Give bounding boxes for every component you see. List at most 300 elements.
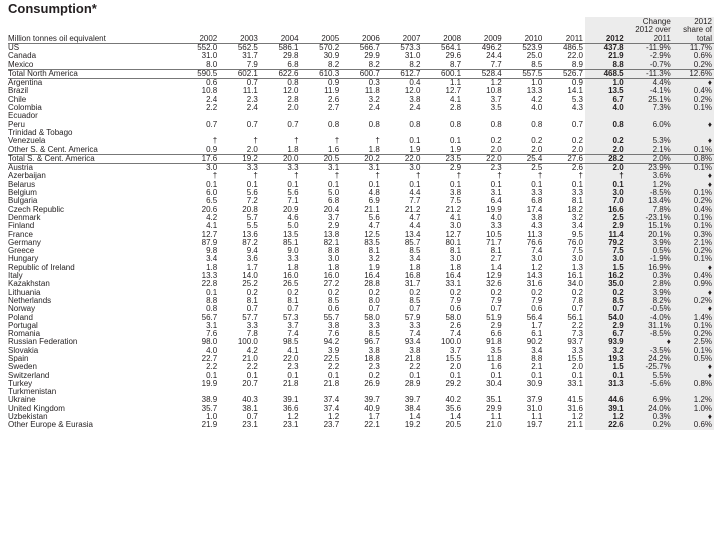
- value-cell: 0.9: [571, 78, 583, 88]
- value-cell: 1.9: [449, 145, 462, 154]
- value-cell: 0.2: [449, 288, 462, 297]
- value-cell: [179, 112, 220, 120]
- country-cell: Norway: [8, 305, 36, 314]
- change-cell: 3.6%: [626, 172, 673, 180]
- value-cell: 0.7: [368, 305, 380, 314]
- value-cell: 31.6: [526, 280, 543, 289]
- change-cell: ♦: [626, 338, 673, 346]
- value-cell: 8.5: [409, 296, 421, 305]
- value-cell: 8.2: [409, 60, 421, 69]
- value-cell-2012: 0.8: [585, 121, 626, 129]
- value-cell: 8.5: [368, 330, 380, 339]
- table-row: [8, 52, 714, 60]
- value-cell: 38.9: [201, 396, 218, 405]
- value-cell: 38.4: [404, 404, 421, 413]
- value-cell: 20.5: [301, 154, 342, 163]
- value-cell: 4.1: [206, 222, 218, 231]
- value-cell: 3.2: [368, 255, 380, 264]
- value-cell: 91.8: [486, 338, 502, 347]
- change-cell: 16.9%: [626, 264, 673, 272]
- value-cell: [422, 388, 463, 396]
- value-cell: 1.8: [368, 145, 380, 154]
- value-cell: 0.9: [206, 145, 218, 154]
- consumption-table: [8, 17, 714, 430]
- value-cell-2012: 19.3: [585, 355, 626, 363]
- table-row: [8, 96, 714, 104]
- value-cell: 57.3: [282, 313, 299, 322]
- value-cell: 3.8: [368, 346, 380, 355]
- value-cell: 2.0: [246, 145, 258, 154]
- value-cell: 0.8: [409, 120, 421, 129]
- value-cell: 564.1: [441, 43, 462, 52]
- share-cell: 0.2%: [673, 297, 714, 305]
- value-cell: 4.3: [531, 222, 543, 231]
- value-cell: 3.0: [328, 255, 340, 264]
- table-row: [8, 164, 714, 173]
- value-cell: 22.5: [323, 354, 340, 363]
- value-cell: 2.0: [571, 145, 583, 154]
- year-header: 2006: [341, 17, 382, 44]
- value-cell: 0.8: [490, 120, 502, 129]
- country-cell: Czech Republic: [8, 205, 65, 214]
- value-cell: 0.1: [287, 371, 299, 380]
- value-cell: 8.1: [368, 247, 380, 256]
- value-cell-2012: 2.9: [585, 222, 626, 230]
- value-cell: 0.1: [287, 180, 299, 189]
- value-cell: 39.7: [404, 396, 421, 405]
- value-cell-2012: 2.5: [585, 214, 626, 222]
- value-cell: 4.7: [368, 222, 380, 231]
- table-row: [8, 355, 714, 363]
- value-cell: 11.1: [242, 87, 258, 96]
- value-cell: 3.8: [449, 189, 462, 198]
- value-cell: 21.1: [567, 421, 583, 430]
- table-row: [8, 181, 714, 189]
- value-cell: 20.5: [445, 421, 462, 430]
- value-cell: 1.7: [531, 321, 543, 330]
- value-cell: 85.1: [282, 238, 299, 247]
- value-cell: 3.3: [368, 321, 380, 330]
- table-row: [8, 129, 714, 137]
- country-cell: Republic of Ireland: [8, 263, 75, 272]
- value-cell: 3.9: [328, 346, 340, 355]
- value-cell: 602.1: [219, 69, 260, 78]
- value-cell: 3.3: [571, 346, 583, 355]
- value-cell: 9.8: [206, 247, 218, 256]
- value-cell-2012: 1.5: [585, 363, 626, 371]
- value-cell: 0.1: [449, 137, 462, 146]
- value-cell-2012: 0.7: [585, 305, 626, 313]
- value-cell: 0.7: [287, 120, 299, 129]
- table-row: [8, 363, 714, 371]
- value-cell: 76.0: [567, 238, 583, 247]
- value-cell: 21.8: [323, 379, 340, 388]
- value-cell: 13.4: [404, 230, 421, 239]
- value-cell: [179, 129, 220, 137]
- value-cell-2012: 35.0: [585, 280, 626, 288]
- year-header: 2008: [422, 17, 463, 44]
- table-row: [8, 104, 714, 112]
- value-cell: 3.0: [206, 163, 218, 173]
- total-row: [8, 69, 714, 78]
- value-cell: 586.1: [278, 43, 299, 52]
- value-cell: 0.1: [571, 180, 583, 189]
- value-cell: 51.9: [486, 313, 502, 322]
- value-cell: 2.4: [206, 95, 218, 104]
- value-cell: 1.8: [287, 263, 299, 272]
- value-cell: †: [456, 172, 462, 181]
- value-cell: 496.2: [481, 43, 502, 52]
- value-cell: 4.2: [206, 213, 218, 222]
- value-cell: 8.8: [531, 354, 543, 363]
- change-cell: -23.1%: [626, 214, 673, 222]
- value-cell: 0.2: [490, 288, 502, 297]
- value-cell: [260, 112, 301, 120]
- value-cell: [219, 388, 260, 396]
- value-cell: 8.5: [409, 247, 421, 256]
- value-cell: 21.0: [486, 421, 502, 430]
- value-cell: 0.1: [449, 180, 462, 189]
- value-cell: 21.0: [242, 354, 258, 363]
- share-cell: [673, 388, 714, 396]
- value-cell: 2.0: [490, 145, 502, 154]
- value-cell: 16.0: [323, 272, 340, 281]
- value-cell: [463, 129, 504, 137]
- value-cell: 7.4: [531, 247, 543, 256]
- value-cell: [463, 388, 504, 396]
- value-cell: 2.4: [368, 104, 380, 113]
- year-header-2012: 2012: [585, 17, 626, 44]
- value-cell: 15.5: [445, 354, 462, 363]
- value-cell: †: [334, 172, 340, 181]
- value-cell: 600.1: [422, 69, 463, 78]
- change-cell: -2.9%: [626, 52, 673, 60]
- change-cell: 20.1%: [626, 231, 673, 239]
- value-cell-2012: 0.1: [585, 181, 626, 189]
- value-cell: 11.8: [364, 87, 380, 96]
- value-cell: 2.2: [206, 363, 218, 372]
- value-cell: 14.3: [526, 272, 543, 281]
- table-row: [8, 272, 714, 280]
- table-row: [8, 314, 714, 322]
- table-row: [8, 264, 714, 272]
- value-cell: 90.2: [526, 338, 543, 347]
- value-cell: [301, 129, 342, 137]
- value-cell-2012: 1.2: [585, 413, 626, 421]
- value-cell-2012: 54.0: [585, 314, 626, 322]
- value-cell: 2.8: [449, 104, 462, 113]
- value-cell: 17.6: [179, 154, 220, 163]
- table-row: [8, 189, 714, 197]
- value-cell: 3.0: [449, 255, 462, 264]
- value-cell: 8.0: [206, 60, 218, 69]
- value-cell: 58.0: [364, 313, 380, 322]
- value-cell: 0.7: [571, 120, 583, 129]
- value-cell: 31.7: [404, 280, 421, 289]
- value-cell: 93.7: [567, 338, 583, 347]
- value-cell: 8.1: [490, 247, 502, 256]
- value-cell: †: [537, 172, 543, 181]
- value-cell: 1.0: [206, 413, 218, 422]
- value-cell: 3.8: [409, 346, 421, 355]
- value-cell-2012: [585, 112, 626, 120]
- value-cell: 2.7: [328, 104, 340, 113]
- value-cell: †: [212, 172, 218, 181]
- country-cell: US: [8, 43, 20, 52]
- value-cell: 4.2: [531, 95, 543, 104]
- change-cell: -11.3%: [626, 69, 673, 78]
- value-cell: 612.7: [382, 69, 423, 78]
- value-cell: 590.5: [179, 69, 220, 78]
- value-cell: 20.0: [260, 154, 301, 163]
- value-cell: 0.1: [449, 371, 462, 380]
- value-cell: 22.0: [282, 354, 299, 363]
- share-cell: 0.6%: [673, 52, 714, 60]
- change-cell: -0.7%: [626, 61, 673, 70]
- value-cell: 557.5: [504, 69, 545, 78]
- value-cell: †: [578, 172, 583, 181]
- value-cell: 7.9: [449, 296, 462, 305]
- country-cell: Peru: [8, 120, 25, 129]
- value-cell-2012: 13.5: [585, 87, 626, 95]
- value-cell: 3.0: [531, 255, 543, 264]
- value-cell: 2.3: [246, 95, 258, 104]
- value-cell: 4.4: [409, 189, 421, 198]
- table-row: [8, 338, 714, 346]
- value-cell: 13.8: [323, 230, 340, 239]
- country-cell: Sweden: [8, 363, 37, 372]
- table-row: [8, 172, 714, 180]
- value-cell: 19.2: [404, 421, 421, 430]
- value-cell: 23.7: [323, 421, 340, 430]
- value-cell: 28.9: [404, 379, 421, 388]
- value-cell: 0.4: [409, 78, 421, 88]
- value-cell: 4.8: [368, 189, 380, 198]
- country-cell: Trinidad & Tobago: [8, 128, 73, 137]
- share-cell: [673, 129, 714, 137]
- share-cell: 2.1%: [673, 239, 714, 247]
- value-cell: 5.7: [246, 213, 258, 222]
- share-cell: ♦: [673, 121, 714, 129]
- share-cell: ♦: [673, 372, 714, 380]
- value-cell: 26.9: [364, 379, 380, 388]
- change-cell: 0.3%: [626, 272, 673, 280]
- value-cell: 12.0: [282, 87, 299, 96]
- value-cell: 3.5: [490, 104, 502, 113]
- country-cell: United Kingdom: [8, 404, 65, 413]
- value-cell: 1.7: [246, 263, 258, 272]
- value-cell: 13.6: [242, 230, 258, 239]
- value-cell: 4.7: [409, 213, 421, 222]
- value-cell-2012: 22.6: [585, 421, 626, 429]
- value-cell: 1.2: [490, 78, 502, 88]
- country-cell: Austria: [8, 163, 33, 173]
- share-cell: 1.2%: [673, 396, 714, 404]
- value-cell-2012: 0.2: [585, 137, 626, 145]
- table-row: [8, 112, 714, 120]
- country-cell: Germany: [8, 238, 41, 247]
- value-cell: 58.0: [445, 313, 462, 322]
- value-cell: 21.8: [282, 379, 299, 388]
- country-cell: Netherlands: [8, 296, 52, 305]
- value-cell: 0.1: [246, 180, 258, 189]
- value-cell: 6.8: [531, 197, 543, 206]
- value-cell: [382, 129, 423, 137]
- table-row: [8, 239, 714, 247]
- value-cell: 0.7: [571, 305, 583, 314]
- change-cell: 3.9%: [626, 239, 673, 247]
- value-cell: 6.1: [531, 330, 543, 339]
- value-cell: 1.9: [409, 145, 421, 154]
- value-cell: 36.6: [282, 404, 299, 413]
- year-header: 2002: [179, 17, 220, 44]
- value-cell: 0.8: [368, 120, 380, 129]
- table-row: [8, 322, 714, 330]
- value-cell: 552.0: [197, 43, 218, 52]
- value-cell: 566.7: [359, 43, 380, 52]
- country-cell: Kazakhstan: [8, 280, 50, 289]
- value-cell: 18.8: [364, 354, 380, 363]
- year-header: 2003: [219, 17, 260, 44]
- value-cell: 7.6: [206, 330, 218, 339]
- share-cell: 0.2%: [673, 247, 714, 255]
- value-cell: 4.1: [287, 346, 299, 355]
- country-cell: Ecuador: [8, 112, 38, 121]
- change-cell: 0.2%: [626, 421, 673, 429]
- table-row: [8, 305, 714, 313]
- table-row: [8, 137, 714, 145]
- value-cell: 29.8: [282, 52, 299, 61]
- value-cell: 0.1: [531, 371, 543, 380]
- value-cell: 570.2: [319, 43, 340, 52]
- table-row: [8, 388, 714, 396]
- table-row: [8, 214, 714, 222]
- value-cell: 2.4: [246, 104, 258, 113]
- value-cell: 21.2: [445, 205, 462, 214]
- year-header: 2011: [544, 17, 585, 44]
- change-cell: 1.2%: [626, 181, 673, 189]
- value-cell: 3.7: [287, 321, 299, 330]
- country-cell: Turkmenistan: [8, 388, 57, 397]
- value-cell: 1.8: [287, 145, 299, 154]
- value-cell: 2.5: [531, 163, 543, 173]
- value-cell: 1.8: [328, 263, 340, 272]
- value-cell: 1.2: [287, 413, 299, 422]
- value-cell: †: [253, 137, 258, 146]
- change-cell: -11.9%: [626, 44, 673, 53]
- value-cell-2012: 21.9: [585, 52, 626, 60]
- value-cell: 0.7: [206, 120, 218, 129]
- value-cell: 7.5: [449, 197, 462, 206]
- value-cell: 2.2: [571, 321, 583, 330]
- change-cell: 24.2%: [626, 355, 673, 363]
- value-cell: [219, 129, 260, 137]
- value-cell: 19.9: [486, 205, 502, 214]
- change-cell: 23.9%: [626, 164, 673, 173]
- value-cell: 20.6: [201, 205, 218, 214]
- value-cell: 57.7: [242, 313, 258, 322]
- value-cell: 8.1: [246, 296, 258, 305]
- value-cell: 7.7: [490, 60, 502, 69]
- value-cell: 0.2: [246, 288, 258, 297]
- value-cell: 13.3: [201, 272, 218, 281]
- value-cell: 3.3: [531, 189, 543, 198]
- value-cell: 22.7: [201, 354, 218, 363]
- change-cell: 13.4%: [626, 197, 673, 205]
- value-cell: 1.6: [490, 363, 502, 372]
- value-cell: 0.2: [531, 288, 543, 297]
- value-cell: [341, 388, 382, 396]
- value-cell: 2.9: [490, 321, 502, 330]
- value-cell: 1.6: [328, 145, 340, 154]
- value-cell: 5.6: [287, 189, 299, 198]
- share-cell: ♦: [673, 363, 714, 371]
- change-cell: [626, 112, 673, 120]
- table-row: [8, 347, 714, 355]
- value-cell: 3.3: [246, 163, 258, 173]
- value-cell: [422, 129, 463, 137]
- value-cell: [301, 388, 342, 396]
- change-cell: -4.1%: [626, 87, 673, 95]
- value-cell: 8.1: [571, 197, 583, 206]
- value-cell: 2.6: [571, 163, 583, 173]
- country-cell: Venezuela: [8, 137, 46, 146]
- value-cell: 4.4: [409, 222, 421, 231]
- value-cell: 0.1: [490, 371, 502, 380]
- value-cell: 3.1: [368, 163, 380, 173]
- change-cell: 6.0%: [626, 121, 673, 129]
- value-cell: 1.2: [571, 413, 583, 422]
- change-cell: 15.1%: [626, 222, 673, 230]
- value-cell: 7.2: [246, 197, 258, 206]
- year-header: 2009: [463, 17, 504, 44]
- value-cell: 5.0: [328, 189, 340, 198]
- share-cell: [673, 112, 714, 120]
- value-cell: 12.0: [404, 87, 421, 96]
- change-cell: 5.3%: [626, 137, 673, 145]
- value-cell: [260, 129, 301, 137]
- value-cell: 1.4: [449, 413, 462, 422]
- total-row: [8, 154, 714, 163]
- value-cell-2012: 8.5: [585, 297, 626, 305]
- value-cell: 8.1: [449, 247, 462, 256]
- value-cell: [301, 112, 342, 120]
- value-cell: 7.4: [287, 330, 299, 339]
- value-cell: 20.4: [323, 205, 340, 214]
- value-cell: [219, 112, 260, 120]
- value-cell: [382, 388, 423, 396]
- share-cell: ♦: [673, 172, 714, 180]
- value-cell: 87.9: [201, 238, 218, 247]
- value-cell: 8.2: [328, 60, 340, 69]
- value-cell-2012: 7.0: [585, 197, 626, 205]
- value-cell-2012: 6.7: [585, 96, 626, 104]
- share-cell: 0.2%: [673, 330, 714, 338]
- value-cell-2012: 2.0: [585, 164, 626, 173]
- value-cell: 2.9: [328, 222, 340, 231]
- value-cell: 19.2: [219, 154, 260, 163]
- value-cell: 27.6: [544, 154, 585, 163]
- change-cell: 25.1%: [626, 96, 673, 104]
- value-cell: 6.5: [206, 197, 218, 206]
- country-cell: Poland: [8, 313, 33, 322]
- change-cell: 7.8%: [626, 206, 673, 214]
- value-cell: †: [375, 137, 380, 146]
- year-header: 2004: [260, 17, 301, 44]
- value-cell: 14.1: [567, 87, 583, 96]
- value-cell: 0.6: [206, 78, 218, 88]
- value-cell-2012: 6.7: [585, 330, 626, 338]
